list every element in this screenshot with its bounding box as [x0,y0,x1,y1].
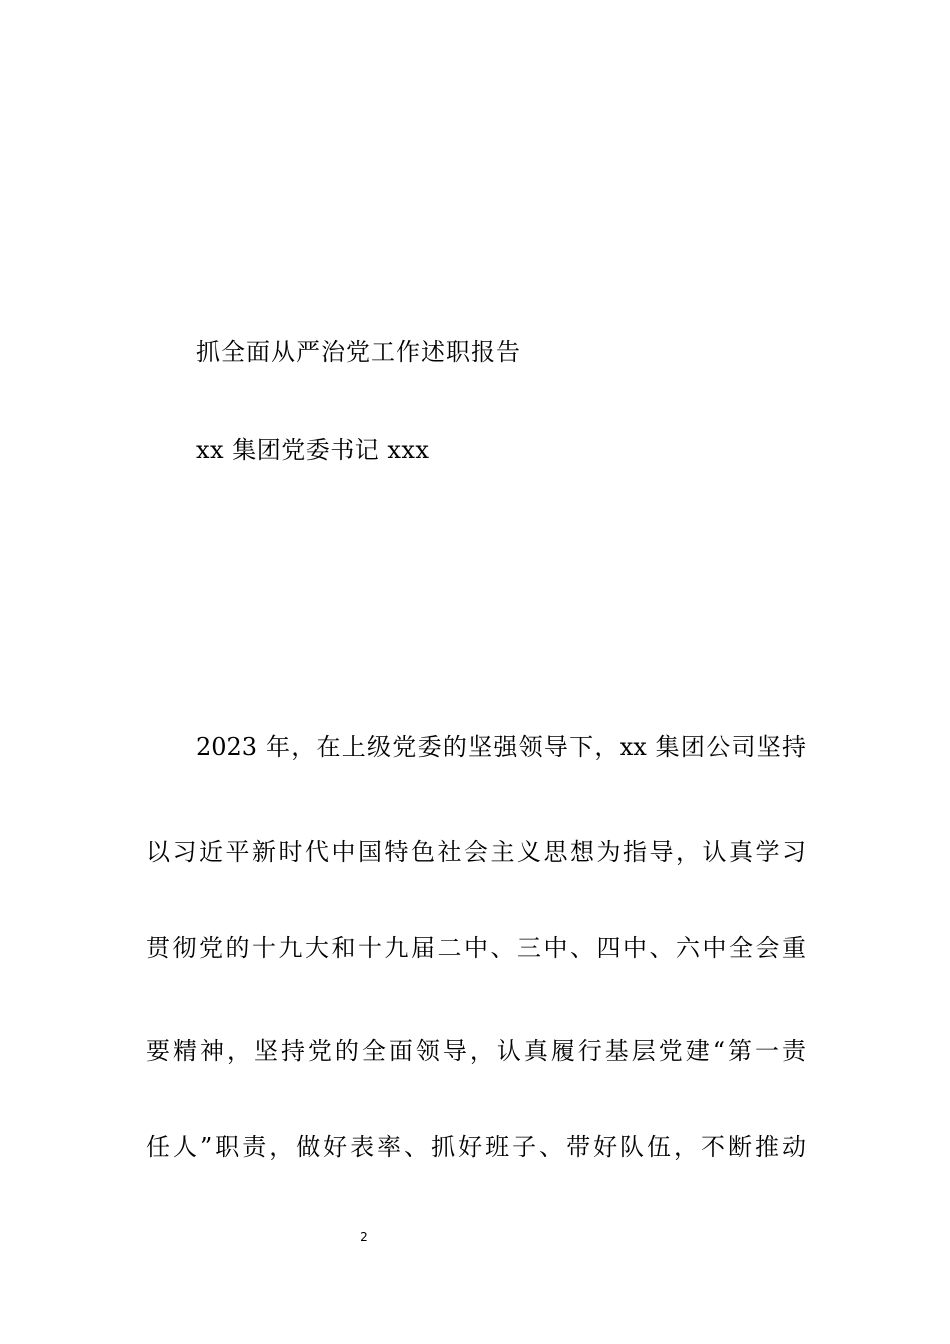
page-number: 2 [360,1230,368,1244]
body-text-line: 任人”职责，做好表率、抓好班子、带好队伍，不断推动 [146,1133,806,1161]
body-text-line: 贯彻党的十九大和十九届二中、三中、四中、六中全会重 [146,934,806,962]
document-author: xx 集团党委书记 xxx [196,436,430,464]
body-text-line: 以习近平新时代中国特色社会主义思想为指导，认真学习 [146,838,806,866]
body-text-line: 要精神，坚持党的全面领导，认真履行基层党建“第一责 [146,1037,806,1065]
document-title: 抓全面从严治党工作述职报告 [196,338,521,366]
body-text-line: 2023 年，在上级党委的坚强领导下，xx 集团公司坚持 [196,733,806,761]
